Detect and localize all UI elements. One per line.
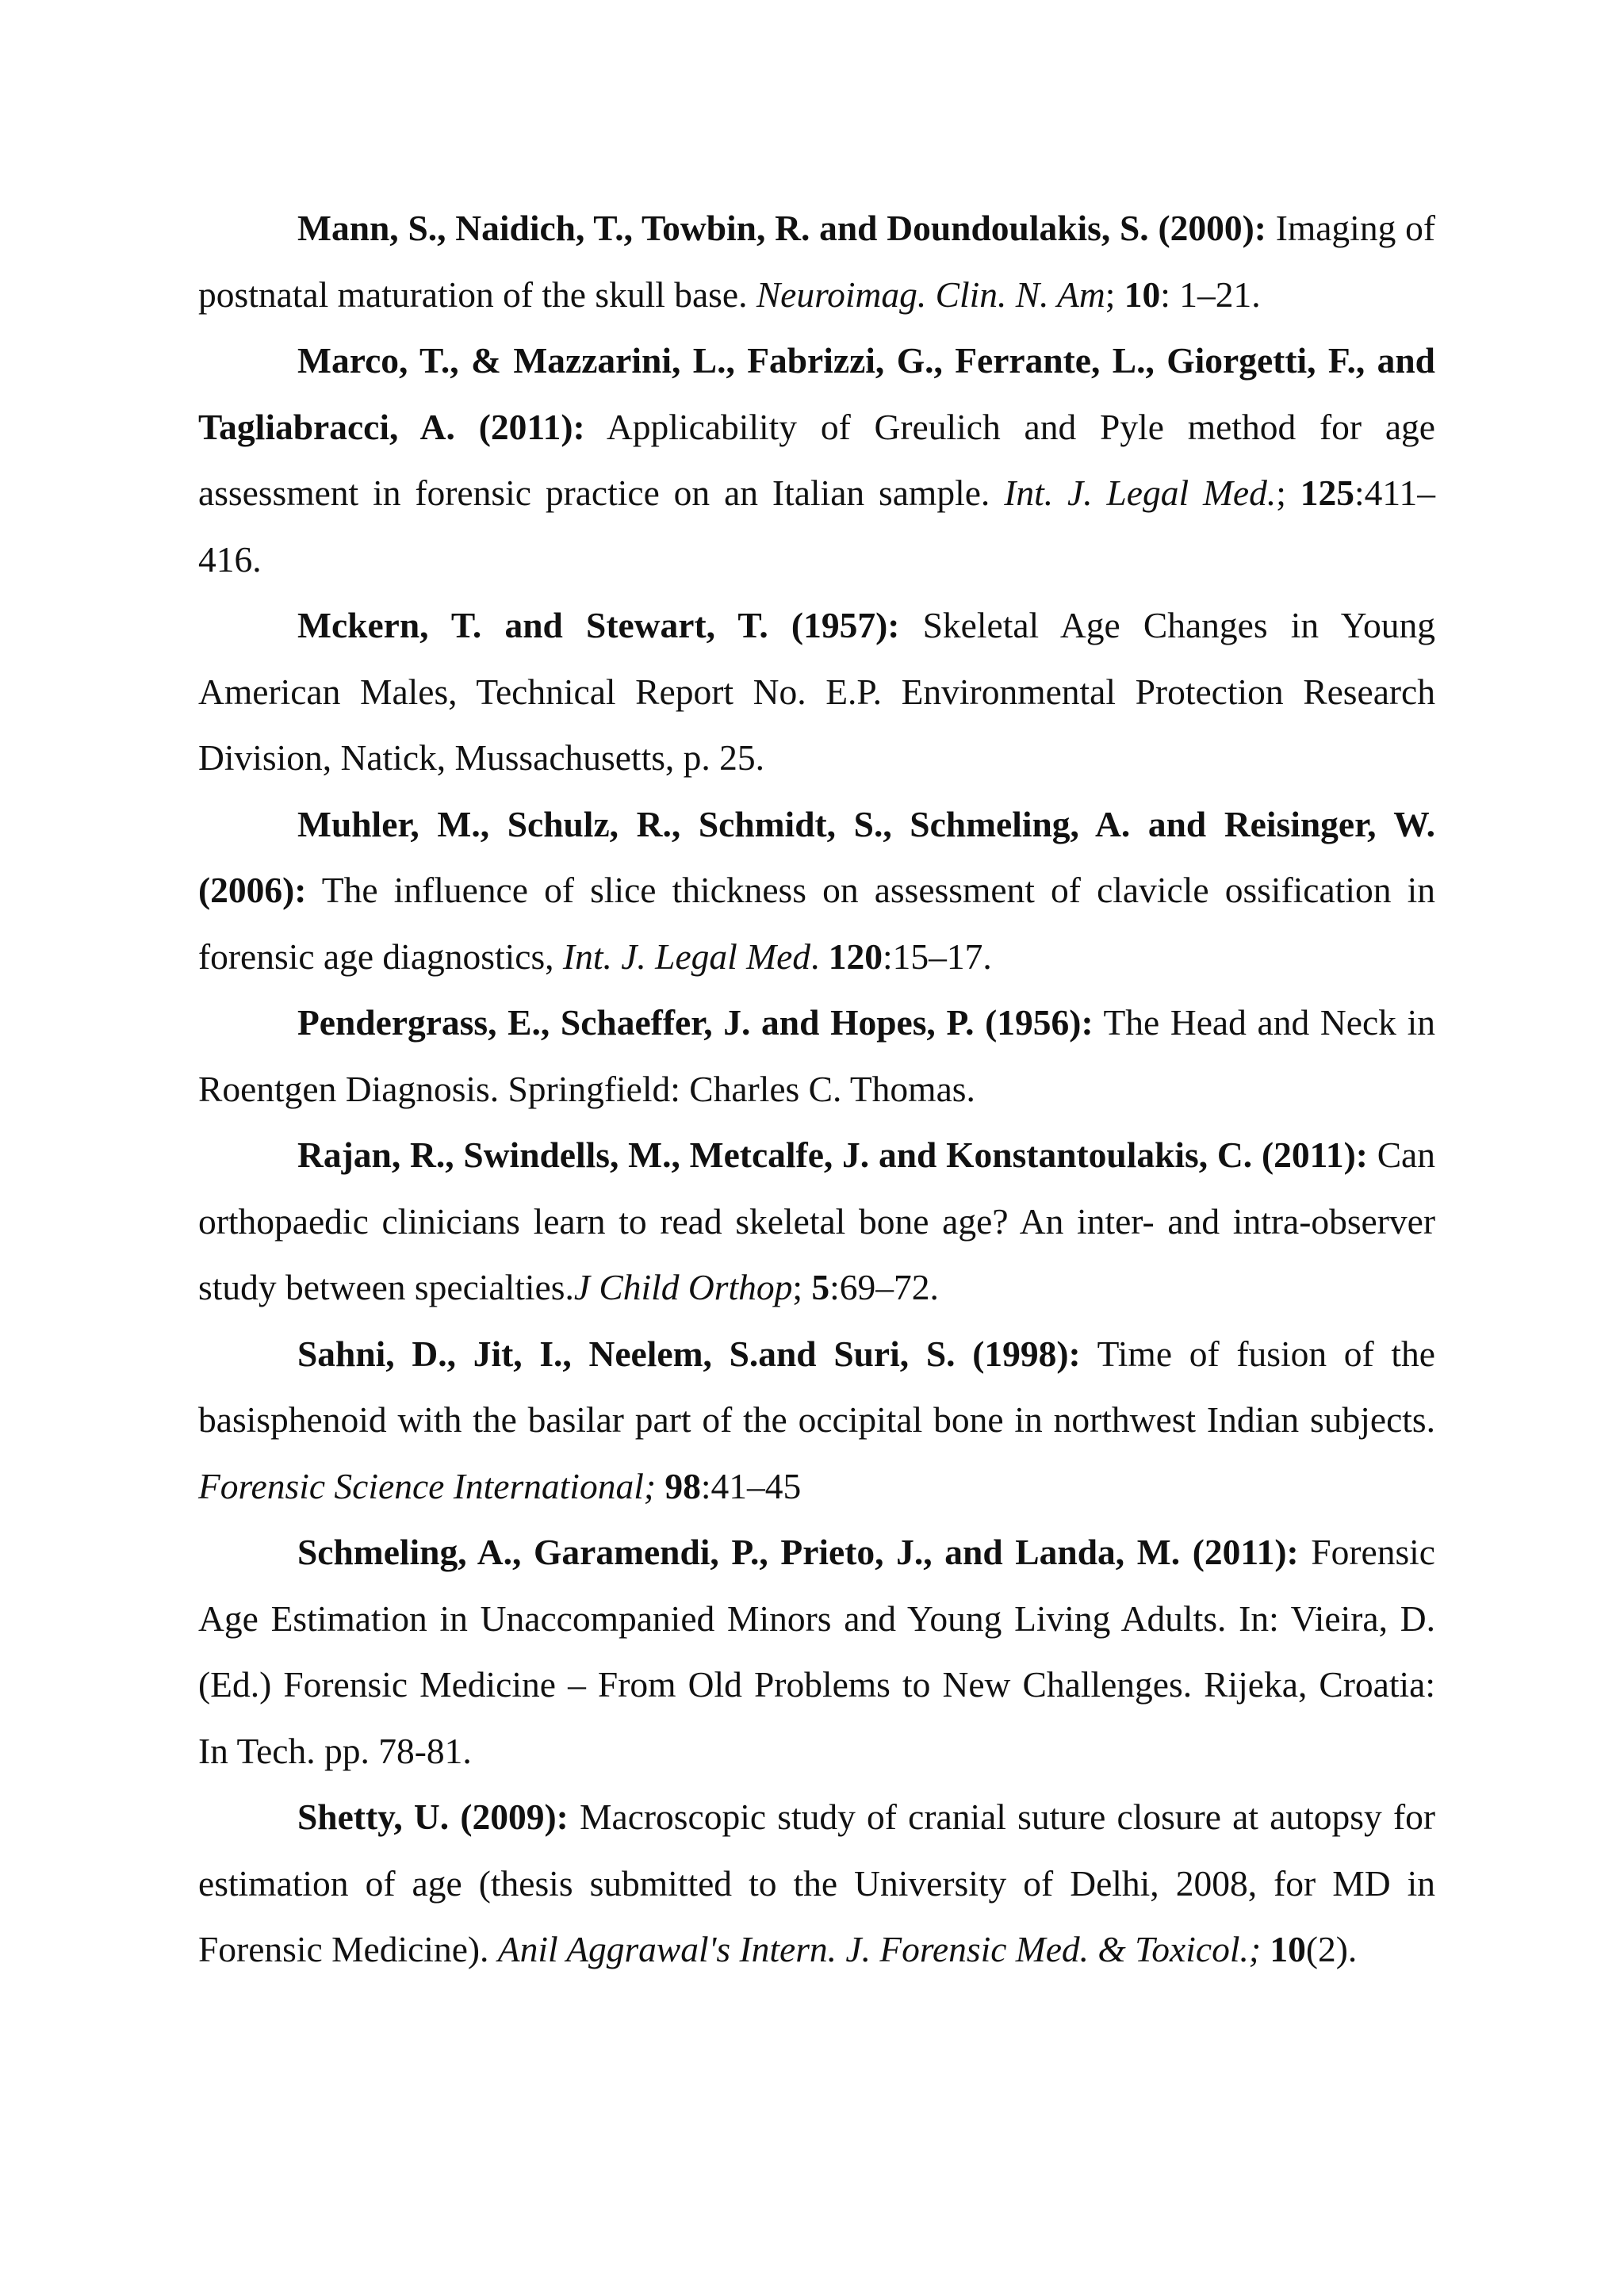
reference-pages: :69–72. bbox=[829, 1267, 939, 1307]
reference-pages: :15–17. bbox=[883, 936, 992, 977]
reference-title: The Head and Neck in Roentgen Diagnosis. Springfield: Charles C. Thomas. bbox=[198, 1002, 1435, 1109]
reference-entry bbox=[198, 1519, 1435, 1784]
reference-title: The influence of slice thickness on assessment of clavicle ossification in forensic age diagnostics, bbox=[198, 870, 1435, 977]
reference-title: Can orthopaedic clinicians learn to read skeletal bone age? An inter- and intra-observer study between specialties. bbox=[198, 1135, 1435, 1307]
reference-authors-year: Marco, T., & Mazzarini, L., Fabrizzi, G., Ferrante, L., Giorgetti, F., and Tagliabracci, A. (2011): bbox=[198, 340, 1435, 447]
reference-list bbox=[198, 195, 1435, 1983]
reference-volume: 120 bbox=[828, 936, 883, 977]
reference-punctuation bbox=[656, 1466, 665, 1506]
reference-journal: Forensic Science International; bbox=[198, 1465, 656, 1506]
reference-volume: 5 bbox=[811, 1267, 830, 1307]
reference-volume: 10 bbox=[1270, 1929, 1306, 1969]
reference-pages: :411–416. bbox=[198, 473, 1435, 580]
reference-title: Skeletal Age Changes in Young American Males, Technical Report No. E.P. Environmental Protection Research Division, Natick, Mussachusetts, p. 25. bbox=[198, 605, 1435, 778]
reference-authors-year: Shetty, U. (2009): bbox=[297, 1797, 569, 1837]
reference-entry bbox=[198, 989, 1435, 1122]
reference-entry bbox=[198, 1122, 1435, 1321]
reference-journal: Neuroimag. Clin. N. Am bbox=[756, 274, 1105, 315]
reference-entry bbox=[198, 592, 1435, 791]
reference-title: Time of fusion of the basisphenoid with the basilar part of the occipital bone in northwest Indian subjects. bbox=[198, 1333, 1435, 1440]
reference-title: Imaging of postnatal maturation of the skull base. bbox=[198, 208, 1435, 315]
reference-journal: Int. J. Legal Med. bbox=[1004, 473, 1277, 513]
reference-entry bbox=[198, 1321, 1435, 1520]
reference-journal: Anil Aggrawal's Intern. J. Forensic Med. & Toxicol.; bbox=[497, 1929, 1261, 1969]
reference-punctuation: ; bbox=[792, 1267, 812, 1307]
reference-pages: (2). bbox=[1305, 1929, 1358, 1969]
reference-pages: :41–45 bbox=[700, 1465, 802, 1506]
reference-authors-year: Mckern, T. and Stewart, T. (1957): bbox=[297, 605, 900, 645]
reference-punctuation bbox=[1261, 1929, 1270, 1969]
reference-punctuation: ; bbox=[1105, 274, 1124, 315]
reference-journal: J Child Orthop bbox=[573, 1267, 793, 1307]
reference-volume: 98 bbox=[665, 1465, 701, 1506]
reference-volume: 10 bbox=[1124, 274, 1161, 315]
reference-entry bbox=[198, 327, 1435, 592]
reference-journal: Int. J. Legal Med bbox=[562, 936, 811, 977]
reference-authors-year: Schmeling, A., Garamendi, P., Prieto, J., and Landa, M. (2011): bbox=[297, 1532, 1299, 1572]
reference-entry bbox=[198, 791, 1435, 990]
reference-pages: : 1–21. bbox=[1160, 274, 1261, 315]
reference-title: Applicability of Greulich and Pyle method for age assessment in forensic practice on an Italian sample. bbox=[198, 406, 1435, 513]
reference-authors-year: Pendergrass, E., Schaeffer, J. and Hopes, P. (1956): bbox=[297, 1002, 1094, 1043]
reference-title: Macroscopic study of cranial suture closure at autopsy for estimation of age (thesis submitted to the University of Delhi, 2008, for MD in Forensic Medicine). bbox=[198, 1797, 1435, 1969]
reference-authors-year: Muhler, M., Schulz, R., Schmidt, S., Schmeling, A. and Reisinger, W. (2006): bbox=[198, 803, 1435, 910]
reference-entry bbox=[198, 195, 1435, 327]
reference-title: Forensic Age Estimation in Unaccompanied Minors and Young Living Adults. In: Vieira, D. (Ed.) Forensic Medicine – From Old Problems to New Challenges. Rijeka, Croatia: In Tech. pp. 78-81. bbox=[198, 1532, 1436, 1771]
reference-punctuation: . bbox=[810, 936, 829, 977]
reference-authors-year: Sahni, D., Jit, I., Neelem, S.and Suri, S. (1998): bbox=[297, 1333, 1081, 1374]
reference-entry bbox=[198, 1784, 1435, 1983]
reference-authors-year: Mann, S., Naidich, T., Towbin, R. and Doundoulakis, S. (2000): bbox=[297, 208, 1266, 248]
reference-authors-year: Rajan, R., Swindells, M., Metcalfe, J. and Konstantoulakis, C. (2011): bbox=[297, 1135, 1368, 1175]
reference-volume: 125 bbox=[1300, 473, 1355, 513]
reference-punctuation: ; bbox=[1276, 473, 1300, 513]
